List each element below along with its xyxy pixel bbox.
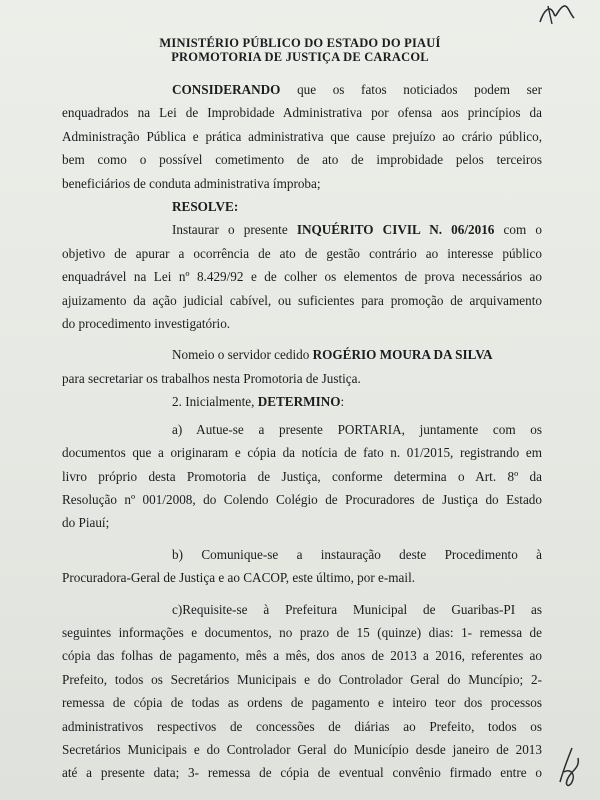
header-promotoria: PROMOTORIA DE JUSTIÇA DE CARACOL — [171, 50, 429, 64]
inquerito-number: INQUÉRITO CIVIL N. 06/2016 — [296, 222, 495, 238]
item-a: a) Autue-se a presente PORTARIA, juntamente com os documentos que a originaram e cópia da notícia de fato n. 01/2015, registrando em livro próprio desta Promotoria de Justiça, conforme determina o Art. 8º da Resolução nº 001/2008, do Colendo Colégio de Procuradores de Justiça do Estado do Piauí; — [62, 421, 542, 531]
resolve-heading: RESOLVE: — [172, 199, 239, 215]
handwritten-initial-mark — [528, 0, 588, 28]
document-body — [62, 78, 542, 785]
considerando-label: CONSIDERANDO — [172, 82, 281, 97]
item-c: c)Requisite-se à Prefeitura Municipal de Guaribas-PI as seguintes informações e documentos, no prazo de 15 (quinze) dias: 1- remessa de cópia das folhas de pagamento, mês a mês, dos anos de 2013 a 2016, referentes ao Prefeito, todos os Secretários Municipais e do Controlador Geral do Muncípio; 2- remessa de cópia de todas as ordens de pagamento e inteiro teor dos processos administrativos respectivos de concessões de diárias ao Prefeito, todos os Secretários Municipais e do Controlador Geral do Município desde janeiro de 2013 até a presente data; 3- remessa de cópia de eventual convênio firmado entre o — [62, 601, 542, 781]
header-ministry: MINISTÉRIO PÚBLICO DO ESTADO DO PIAUÍ — [159, 36, 441, 50]
paragraph-nomeio: Nomeio o servidor cedido ROGÉRIO MOURA DA SILVA para secretariar os trabalhos nesta Promotoria de Justiça. — [62, 347, 493, 386]
determino-label: DETERMINO — [257, 394, 341, 410]
item-b: b) Comunique-se a instauração deste Procedimento à Procuradora-Geral de Justiça e ao CACOP, este último, por e-mail. — [62, 546, 542, 586]
paragraph-determino: 2. Inicialmente, DETERMINO: — [172, 394, 345, 410]
servidor-name: ROGÉRIO MOURA DA SILVA — [312, 347, 493, 363]
handwritten-rubric-mark — [550, 738, 590, 794]
document-header — [0, 36, 600, 64]
paragraph-considerando: CONSIDERANDO que os fatos noticiados podem ser enquadrados na Lei de Improbidade Administrativa por ofensa aos princípios da Administração Pública e prática administrativa que cause prejuízo ao crário público, bem como o possível cometimento de ato de improbidade pelos terceiros beneficiários de conduta administrativa ímproba; — [62, 82, 542, 191]
paragraph-instaurar: Instaurar o presente INQUÉRITO CIVIL N. 06/2016 com o objetivo de apurar a ocorrência de ato de gestão contrário ao interesse público enquadrável na Lei nº 8.429/92 e de colher os elementos de prova necessários ao ajuizamento da ação judicial cabível, ou suficientes para promoção de arquivamento do procedimento investigatório. — [62, 222, 542, 332]
